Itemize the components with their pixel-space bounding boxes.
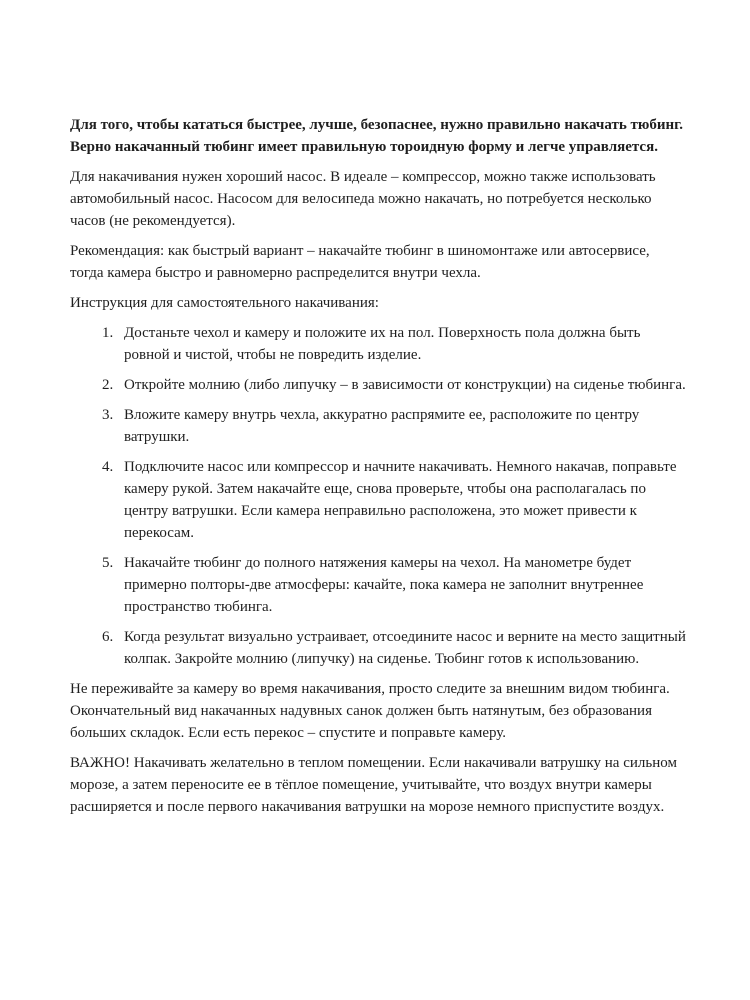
- list-item-step-3: 3. Вложите камеру внутрь чехла, аккуратно распрямите ее, расположите по центру ватрушки.: [117, 404, 686, 448]
- intro-paragraph: Для того, чтобы кататься быстрее, лучше, безопаснее, нужно правильно накачать тюбинг. Верно накачанный тюбинг имеет правильную тороидную форму и легче управляется.: [70, 117, 683, 155]
- appearance-check-paragraph: Не переживайте за камеру во время накачивания, просто следите за внешним видом тюбинга. Окончательный вид накачанных надувных санок должен быть натянутым, без образования больших складок. Если есть перекос – спустите и поправьте камеру.: [70, 681, 670, 741]
- list-item-step-5: 5. Накачайте тюбинг до полного натяжения камеры на чехол. На манометре будет примерно полторы-две атмосферы: качайте, пока камера не заполнит внутреннее пространство тюбинга.: [117, 552, 686, 618]
- list-item-step-4: 4. Подключите насос или компрессор и начните накачивать. Немного накачав, поправьте камеру рукой. Затем накачайте еще, снова проверьте, чтобы она располагалась по центру ватрушки. Если камера неправильно расположена, это может привести к перекосам.: [117, 456, 686, 544]
- tire-service-recommendation-paragraph: Рекомендация: как быстрый вариант – накачайте тюбинг в шиномонтаже или автосервисе, тогда камера быстро и равномерно распределится внутри чехла.: [70, 243, 650, 281]
- list-item-step-2: 2. Откройте молнию (либо липучку – в зависимости от конструкции) на сиденье тюбинга.: [117, 374, 686, 396]
- list-item-step-1: 1. Достаньте чехол и камеру и положите их на пол. Поверхность пола должна быть ровной и чистой, чтобы не повредить изделие.: [117, 322, 686, 366]
- list-item-step-6: 6. Когда результат визуально устраивает, отсоедините насос и верните на место защитный колпак. Закройте молнию (липучку) на сиденье. Тюбинг готов к использованию.: [117, 626, 686, 670]
- instruction-list: [70, 322, 686, 670]
- pump-advice-paragraph: Для накачивания нужен хороший насос. В идеале – компрессор, можно также использовать автомобильный насос. Насосом для велосипеда можно накачать, но потребуется несколько часов (не рекомендуется).: [70, 169, 656, 229]
- important-note-paragraph: ВАЖНО! Накачивать желательно в теплом помещении. Если накачивали ватрушку на сильном морозе, а затем переносите ее в тёплое помещение, учитывайте, что воздух внутри камеры расширяется и после первого накачивания ватрушки на морозе немного приспустите воздух.: [70, 755, 677, 815]
- instructions-heading: Инструкция для самостоятельного накачивания:: [70, 295, 379, 311]
